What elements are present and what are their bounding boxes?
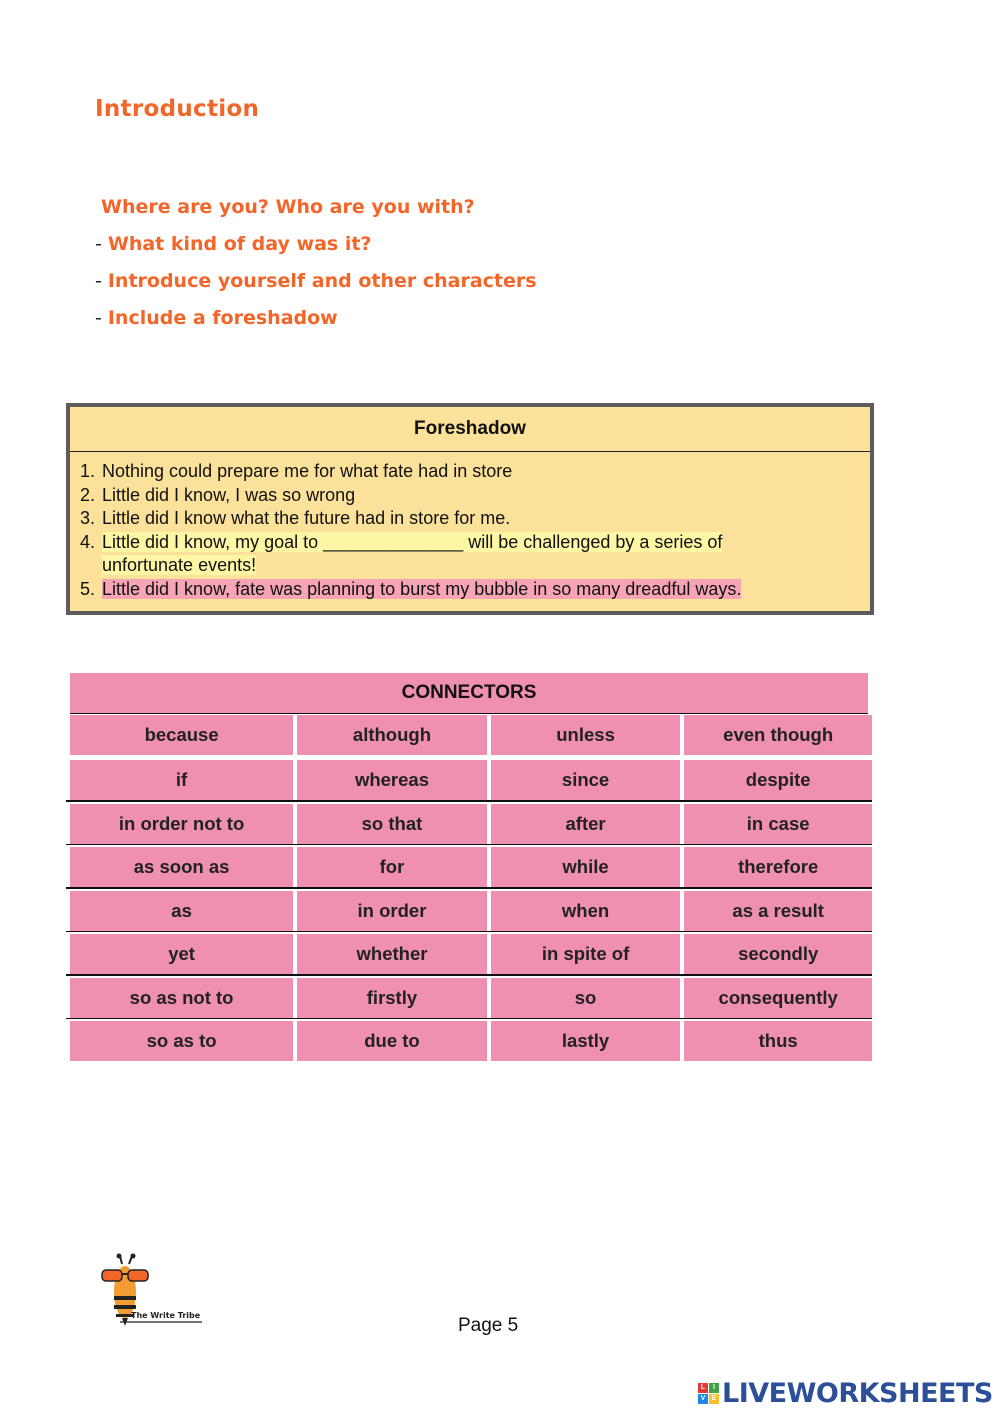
connector-row bbox=[70, 1021, 872, 1061]
item-text: Little did I know, I was so wrong bbox=[102, 484, 356, 505]
item-text: Nothing could prepare me for what fate had in store bbox=[102, 461, 513, 481]
prompt-text: What kind of day was it? bbox=[107, 233, 372, 255]
foreshadow-list bbox=[70, 452, 870, 601]
item-text-highlighted: Little did I know, my goal to ______________ will be challenged by a series of unfortunate events! bbox=[102, 531, 723, 575]
page-number: Page 5 bbox=[458, 1315, 519, 1336]
connector-cell: in order bbox=[297, 891, 487, 931]
prompt-list bbox=[95, 194, 537, 342]
row-divider bbox=[66, 800, 872, 802]
connector-cell: whether bbox=[297, 934, 487, 974]
liveworksheets-brand[interactable] bbox=[698, 1376, 993, 1410]
prompt-text: Introduce yourself and other characters bbox=[107, 270, 537, 292]
prompt-item bbox=[95, 268, 537, 305]
prompt-dash: - bbox=[95, 270, 102, 292]
section-heading: Introduction bbox=[95, 96, 260, 122]
connector-cell: since bbox=[491, 760, 681, 800]
connector-cell: in case bbox=[684, 804, 872, 844]
connector-row bbox=[70, 891, 872, 931]
prompt-dash: - bbox=[95, 307, 102, 329]
item-number: 3. bbox=[80, 508, 96, 528]
logo-text: The Write Tribe bbox=[131, 1311, 201, 1320]
prompt-text: Include a foreshadow bbox=[107, 307, 338, 329]
connector-row bbox=[70, 804, 872, 844]
connector-cell: firstly bbox=[297, 978, 487, 1018]
connector-cell: lastly bbox=[491, 1021, 681, 1061]
connectors-grid bbox=[70, 715, 872, 1061]
row-divider bbox=[66, 1018, 872, 1020]
connector-cell: as bbox=[70, 891, 293, 931]
connector-row bbox=[70, 978, 872, 1018]
foreshadow-item bbox=[80, 507, 870, 531]
item-number: 2. bbox=[80, 484, 96, 505]
prompt-text: Where are you? Who are you with? bbox=[101, 196, 475, 218]
connector-cell: so that bbox=[297, 804, 487, 844]
connector-cell: whereas bbox=[297, 760, 487, 800]
connector-cell: thus bbox=[684, 1021, 872, 1061]
prompt-item bbox=[95, 305, 537, 342]
row-divider bbox=[66, 844, 872, 846]
connectors-title: CONNECTORS bbox=[70, 673, 868, 714]
connector-cell: therefore bbox=[684, 847, 872, 887]
connector-cell: while bbox=[491, 847, 681, 887]
item-number: 1. bbox=[80, 461, 96, 481]
row-divider bbox=[66, 974, 872, 976]
connector-cell: in spite of bbox=[491, 934, 681, 974]
foreshadow-item bbox=[80, 484, 870, 508]
connector-cell: for bbox=[297, 847, 487, 887]
connector-cell: secondly bbox=[684, 934, 872, 974]
connector-cell: although bbox=[297, 715, 487, 755]
item-text-highlighted: Little did I know, fate was planning to burst my bubble in so many dreadful ways. bbox=[102, 578, 742, 599]
connector-cell: unless bbox=[491, 715, 681, 755]
connector-cell: despite bbox=[684, 760, 872, 800]
connector-cell: consequently bbox=[684, 978, 872, 1018]
foreshadow-item bbox=[80, 531, 870, 578]
prompt-item bbox=[95, 194, 537, 231]
connector-cell: so bbox=[491, 978, 681, 1018]
foreshadow-item bbox=[80, 578, 870, 602]
connector-row bbox=[70, 760, 872, 800]
row-divider bbox=[66, 931, 872, 933]
connector-row bbox=[70, 715, 872, 755]
prompt-item bbox=[95, 231, 537, 268]
foreshadow-title: Foreshadow bbox=[70, 407, 870, 452]
item-number: 5. bbox=[80, 578, 96, 599]
foreshadow-box bbox=[66, 403, 874, 615]
connector-cell: when bbox=[491, 891, 681, 931]
write-tribe-logo bbox=[98, 1252, 208, 1327]
connector-cell: yet bbox=[70, 934, 293, 974]
row-divider bbox=[66, 887, 872, 889]
connector-cell: as a result bbox=[684, 891, 872, 931]
connector-cell: so as to bbox=[70, 1021, 293, 1061]
item-number: 4. bbox=[80, 531, 96, 552]
connectors-table bbox=[66, 673, 872, 1061]
prompt-dash: - bbox=[95, 233, 102, 255]
connector-cell: in order not to bbox=[70, 804, 293, 844]
connector-row bbox=[70, 934, 872, 974]
connector-cell: due to bbox=[297, 1021, 487, 1061]
item-text: Little did I know what the future had in store for me. bbox=[102, 508, 511, 528]
connector-row bbox=[70, 847, 872, 887]
connector-cell: so as not to bbox=[70, 978, 293, 1018]
foreshadow-item bbox=[80, 460, 870, 484]
connector-cell: after bbox=[491, 804, 681, 844]
brand-mark-icon: L I V E bbox=[698, 1383, 719, 1404]
brand-text: LIVEWORKSHEETS bbox=[722, 1377, 993, 1409]
connector-cell: as soon as bbox=[70, 847, 293, 887]
connector-cell: because bbox=[70, 715, 293, 755]
connector-cell: if bbox=[70, 760, 293, 800]
connector-cell: even though bbox=[684, 715, 872, 755]
